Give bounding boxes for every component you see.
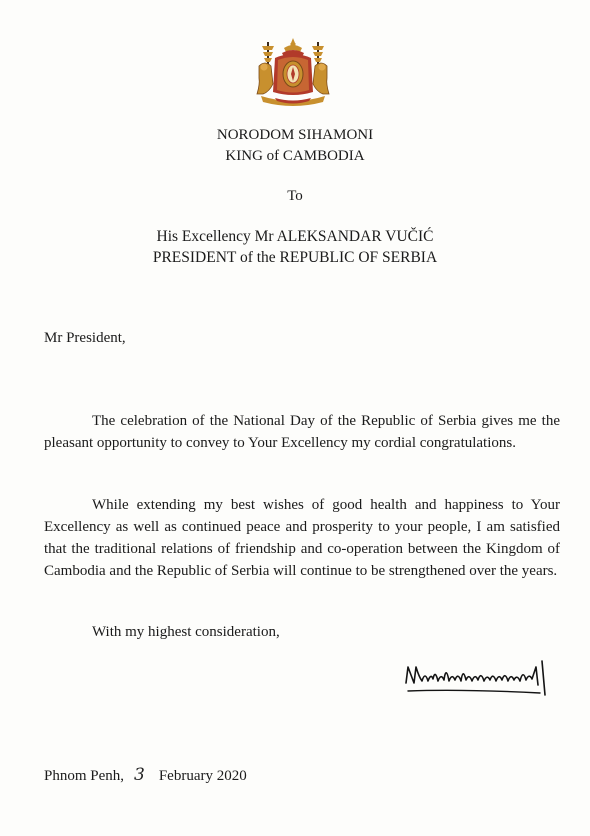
salutation: Mr President,: [44, 330, 126, 346]
place-label: Phnom Penh,: [44, 768, 125, 784]
sender-title: KING of CAMBODIA: [225, 148, 365, 164]
recipient-title: PRESIDENT of the REPUBLIC OF SERBIA: [152, 249, 438, 266]
sender-name: NORODOM SIHAMONI: [216, 127, 374, 143]
handwritten-day: 3: [134, 765, 145, 785]
royal-arms-of-cambodia-icon: [251, 36, 335, 110]
month-year: February 2020: [158, 768, 247, 784]
recipient-name: His Excellency Mr ALEKSANDAR VUČIĆ: [156, 228, 434, 245]
body-paragraph-2: While extending my best wishes of good health and happiness to Your Excellency as well as continued peace and prosperity to your people, I am satisfied that the traditional relations of friendship and co-operation between the Kingdom of Cambodia and the Republic of Serbia will continue to be strengthened over the years.: [44, 497, 560, 579]
date-line: [44, 765, 247, 785]
handwritten-signature-icon: [402, 655, 558, 707]
sender-block: [0, 125, 590, 167]
closing-line: With my highest consideration,: [92, 624, 280, 640]
recipient-block: [0, 226, 590, 268]
body-paragraph-1: The celebration of the National Day of the Republic of Serbia gives me the pleasant opportunity to convey to Your Excellency my cordial congratulations.: [44, 413, 560, 451]
to-label: To: [287, 188, 303, 204]
